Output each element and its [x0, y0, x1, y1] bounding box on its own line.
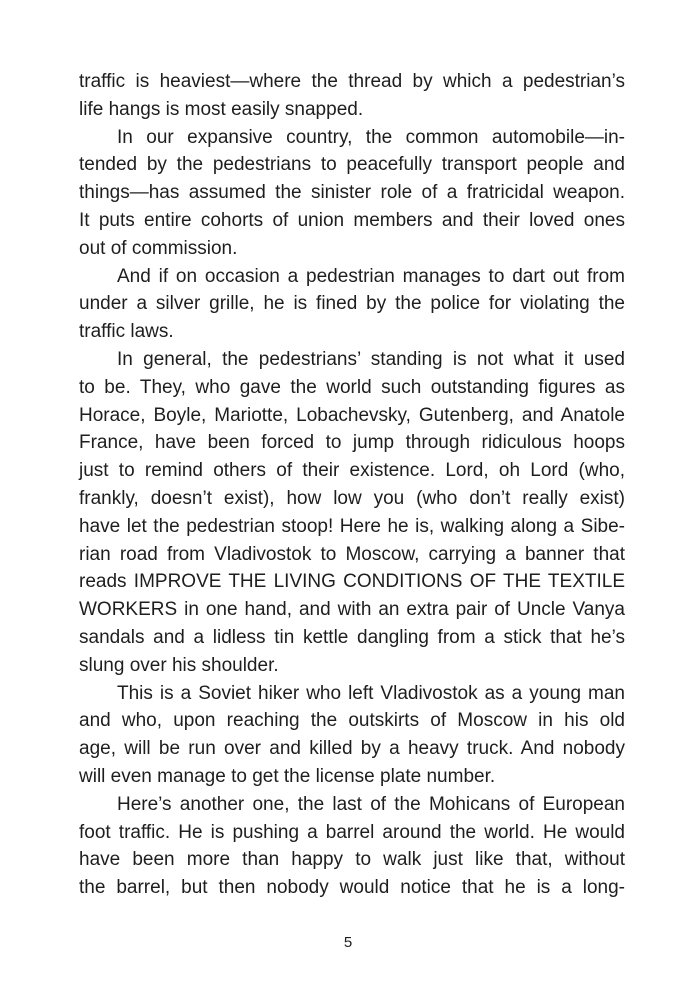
- text-line: just to remind others of their existence. Lord, oh Lord (who,: [79, 460, 625, 482]
- text-line: foot traffic. He is pushing a barrel around the world. He would: [79, 821, 625, 843]
- text-line: out of commission.: [79, 237, 238, 259]
- text-line: frankly, doesn’t exist), how low you (who don’t really exist): [79, 487, 625, 509]
- text-line: France, have been forced to jump through ridiculous hoops: [79, 432, 625, 454]
- text-line: under a silver grille, he is fined by the police for violating the: [79, 293, 625, 315]
- text-line: traffic is heaviest—where the thread by which a pedestrian’s: [79, 71, 625, 92]
- text-line: tended by the pedestrians to peacefully transport people and: [79, 154, 625, 176]
- text-line: have let the pedestrian stoop! Here he is, walking along a Sibe-: [79, 515, 625, 537]
- text-line: In our expansive country, the common automobile—in-: [117, 126, 625, 148]
- paragraph-4: [79, 346, 625, 680]
- text-line: and who, upon reaching the outskirts of Moscow in his old: [79, 710, 625, 732]
- text-line: life hangs is most easily snapped.: [79, 98, 364, 120]
- text-line: Here’s another one, the last of the Mohicans of European: [117, 793, 625, 815]
- text-line: It puts entire cohorts of union members and their loved ones: [79, 209, 625, 231]
- text-line: things—has assumed the sinister role of a fratricidal weapon.: [79, 182, 625, 204]
- text-line: will even manage to get the license plate number.: [79, 765, 496, 787]
- text-line: have been more than happy to walk just like that, without: [79, 849, 625, 871]
- text-line: And if on occasion a pedestrian manages to dart out from: [117, 265, 625, 287]
- text-line: This is a Soviet hiker who left Vladivostok as a young man: [117, 682, 625, 704]
- paragraph-6: [79, 791, 625, 902]
- text-line: reads IMPROVE THE LIVING CONDITIONS OF THE TEXTILE: [79, 571, 625, 593]
- paragraph-1: [79, 68, 625, 124]
- paragraph-3: [79, 263, 625, 346]
- page-number: 5: [343, 934, 353, 951]
- text-line: Horace, Boyle, Mariotte, Lobachevsky, Gutenberg, and Anatole: [79, 404, 625, 426]
- paragraph-2: [79, 124, 625, 263]
- text-line: In general, the pedestrians’ standing is not what it used: [117, 348, 625, 370]
- text-line: slung over his shoulder.: [79, 654, 279, 676]
- text-line: sandals and a lidless tin kettle dangling from a stick that he’s: [79, 626, 625, 648]
- paragraph-5: [79, 680, 625, 791]
- text-line: rian road from Vladivostok to Moscow, carrying a banner that: [79, 543, 625, 565]
- body-text: [79, 68, 625, 902]
- text-line: WORKERS in one hand, and with an extra pair of Uncle Vanya: [79, 599, 625, 621]
- text-line: age, will be run over and killed by a heavy truck. And nobody: [79, 738, 625, 760]
- text-line: traffic laws.: [79, 321, 174, 343]
- text-line: to be. They, who gave the world such outstanding figures as: [79, 376, 625, 398]
- text-line: the barrel, but then nobody would notice that he is a long-: [79, 877, 625, 899]
